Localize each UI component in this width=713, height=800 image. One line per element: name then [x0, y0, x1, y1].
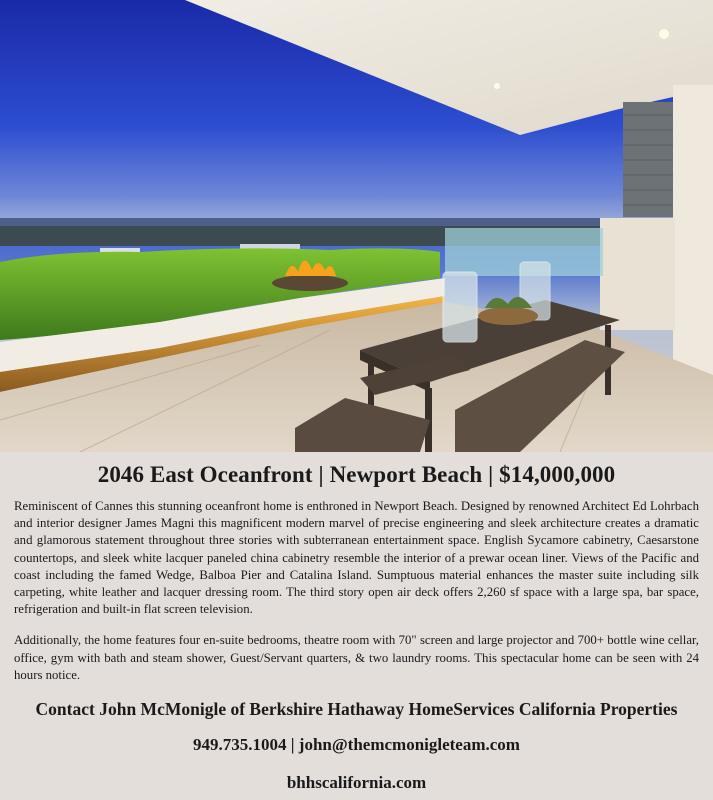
contact-email[interactable]: john@themcmonigleteam.com	[298, 735, 520, 755]
listing-headline	[14, 460, 699, 490]
contact-separator: |	[290, 735, 295, 755]
contact-heading: Contact John McMonigle of Berkshire Hathaway HomeServices California Properties	[35, 699, 678, 720]
listing-price: $14,000,000	[499, 462, 616, 487]
contact-website[interactable]: bhhscalifornia.com	[286, 773, 427, 793]
listing-address: 2046 East Oceanfront	[97, 462, 313, 487]
headline-separator: |	[488, 462, 494, 487]
contact-details	[14, 734, 699, 756]
description-paragraph-1: Reminiscent of Cannes this stunning oceanfront home is enthroned in Newport Beach. Designed by renowned Architect Ed Lohrbach and interior designer James Magni this magnificent modern marvel of precise engineering and sleek architecture creates a dramatic and glamorous statement throughout three stories with subterranean entertainment space. English Sycamore cabinetry, Caesarstone countertops, and sleek white lacquer paneled china cabinetry resemble the interior of a prewar ocean liner. Views of the Pacific and coast including the famed Wedge, Balboa Pier and Catalina Island. Sumptuous material enhances the master suite including silk carpeting, white leather and lacquer dressing room. The third story open air deck offers 2,260 sf space with a large spa, bar space, refrigeration and built-in flat screen television.	[14, 499, 699, 617]
headline-separator: |	[318, 462, 324, 487]
listing-city: Newport Beach	[329, 462, 483, 487]
contact-phone[interactable]: 949.735.1004	[193, 735, 287, 755]
description-paragraph-2: Additionally, the home features four en-suite bedrooms, theatre room with 70" screen and large projector and 700+ bottle wine cellar, office, gym with bath and steam shower, Guest/Servant quarters, & two laundry rooms. This spectacular home can be seen with 24 hours notice.	[14, 633, 699, 682]
